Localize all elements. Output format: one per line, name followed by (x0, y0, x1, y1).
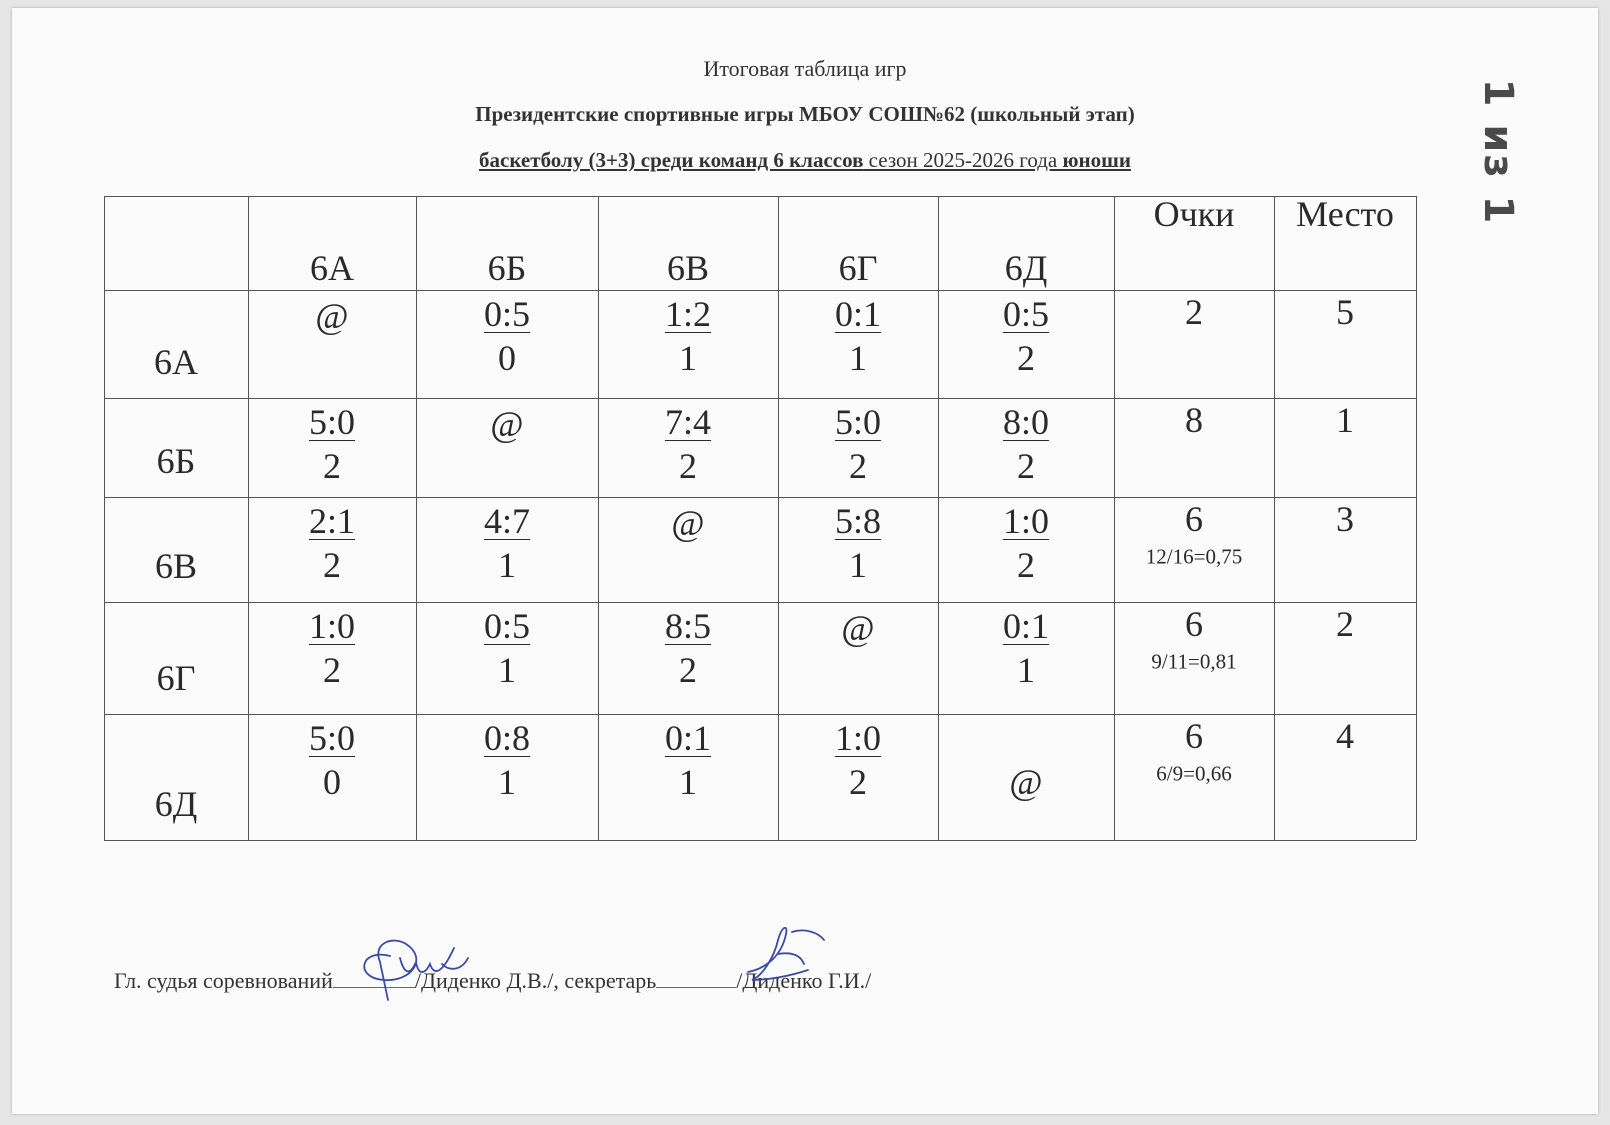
table-column-line (778, 196, 779, 840)
place: 5 (1336, 292, 1354, 332)
tiebreak-ratio: 6/9=0,66 (1156, 761, 1232, 786)
match-score: 0:5 (1002, 294, 1050, 334)
column-header: 6Д (1004, 248, 1048, 288)
match-score: 1:0 (308, 606, 356, 646)
match-score: 0:5 (483, 606, 531, 646)
match-points: 2 (679, 650, 697, 690)
match-score: 1:2 (664, 294, 712, 334)
total-points: 2 (1185, 292, 1203, 332)
match-score: 1:0 (834, 718, 882, 758)
judge-name: /Диденко Д.В./, секретарь (414, 968, 657, 993)
page-counter: 1 из 1 (1475, 78, 1521, 226)
match-points: 2 (679, 446, 697, 486)
match-points: 0 (323, 762, 341, 802)
secretary-signature-blank (656, 969, 736, 988)
match-points: 0 (498, 338, 516, 378)
place: 3 (1336, 499, 1354, 539)
table-column-line (598, 196, 599, 840)
match-points: 2 (323, 446, 341, 486)
self-match-mark: @ (841, 608, 875, 648)
self-match-mark: @ (671, 503, 705, 543)
table-row-line (104, 497, 1416, 498)
place: 2 (1336, 604, 1354, 644)
table-column-line (248, 196, 249, 840)
row-team-label: 6Д (154, 784, 198, 824)
match-score: 5:0 (834, 402, 882, 442)
match-points: 2 (1017, 545, 1035, 585)
competition-line (0, 148, 1610, 173)
match-points: 1 (498, 762, 516, 802)
match-points: 2 (1017, 446, 1035, 486)
row-team-label: 6Б (156, 441, 196, 481)
table-row-line (104, 714, 1416, 715)
table-column-line (1274, 196, 1275, 840)
self-match-mark: @ (490, 404, 524, 444)
column-header: 6Г (838, 248, 878, 288)
match-score: 5:0 (308, 402, 356, 442)
tiebreak-ratio: 9/11=0,81 (1151, 649, 1237, 674)
match-score: 5:0 (308, 718, 356, 758)
document-subtitle: Президентские спортивные игры МБОУ СОШ№62 (школьный этап) (475, 102, 1135, 126)
table-column-line (1114, 196, 1115, 840)
secretary-name: /Диденко Г.И./ (736, 968, 872, 993)
match-score: 8:0 (1002, 402, 1050, 442)
total-points: 6 (1185, 716, 1203, 756)
match-score: 1:0 (1002, 501, 1050, 541)
match-score: 8:5 (664, 606, 712, 646)
competition-season: сезон 2025-2026 года (863, 148, 1063, 172)
self-match-mark: @ (315, 296, 349, 336)
match-points: 1 (849, 338, 867, 378)
match-points: 2 (323, 545, 341, 585)
match-points: 1 (1017, 650, 1035, 690)
match-points: 1 (679, 762, 697, 802)
column-header: 6В (666, 248, 710, 288)
table-row-line (104, 290, 1416, 291)
match-points: 1 (849, 545, 867, 585)
match-points: 1 (498, 650, 516, 690)
match-score: 0:5 (483, 294, 531, 334)
table-row-line (104, 602, 1416, 603)
competition-sport: баскетболу (3+3) среди команд 6 классов (479, 148, 864, 172)
self-match-mark: @ (1009, 762, 1043, 802)
match-points: 2 (1017, 338, 1035, 378)
row-team-label: 6А (154, 342, 198, 382)
match-points: 2 (849, 762, 867, 802)
competition-gender: юноши (1062, 148, 1131, 172)
judge-label: Гл. судья соревнований (114, 968, 333, 993)
match-score: 7:4 (664, 402, 712, 442)
tiebreak-ratio: 12/16=0,75 (1145, 544, 1243, 569)
match-score: 0:8 (483, 718, 531, 758)
place-header: Место (1296, 194, 1394, 234)
match-score: 2:1 (308, 501, 356, 541)
table-column-line (416, 196, 417, 840)
match-points: 2 (849, 446, 867, 486)
points-header: Очки (1153, 194, 1235, 234)
total-points: 8 (1185, 400, 1203, 440)
match-score: 4:7 (483, 501, 531, 541)
table-row-line (104, 398, 1416, 399)
match-score: 0:1 (1002, 606, 1050, 646)
judge-signature (350, 918, 470, 1008)
column-header: 6Б (487, 248, 527, 288)
row-team-label: 6В (154, 546, 198, 586)
total-points: 6 (1185, 604, 1203, 644)
table-column-line (1416, 196, 1417, 840)
document-title: Итоговая таблица игр (703, 56, 907, 81)
table-row-line (104, 840, 1416, 841)
match-score: 5:8 (834, 501, 882, 541)
place: 1 (1336, 400, 1354, 440)
match-points: 1 (498, 545, 516, 585)
match-score: 0:1 (834, 294, 882, 334)
secretary-signature (738, 914, 828, 994)
match-score: 0:1 (664, 718, 712, 758)
row-team-label: 6Г (156, 658, 196, 698)
total-points: 6 (1185, 499, 1203, 539)
table-column-line (938, 196, 939, 840)
table-column-line (104, 196, 105, 840)
column-header: 6А (310, 248, 354, 288)
place: 4 (1336, 716, 1354, 756)
match-points: 2 (323, 650, 341, 690)
match-points: 1 (679, 338, 697, 378)
